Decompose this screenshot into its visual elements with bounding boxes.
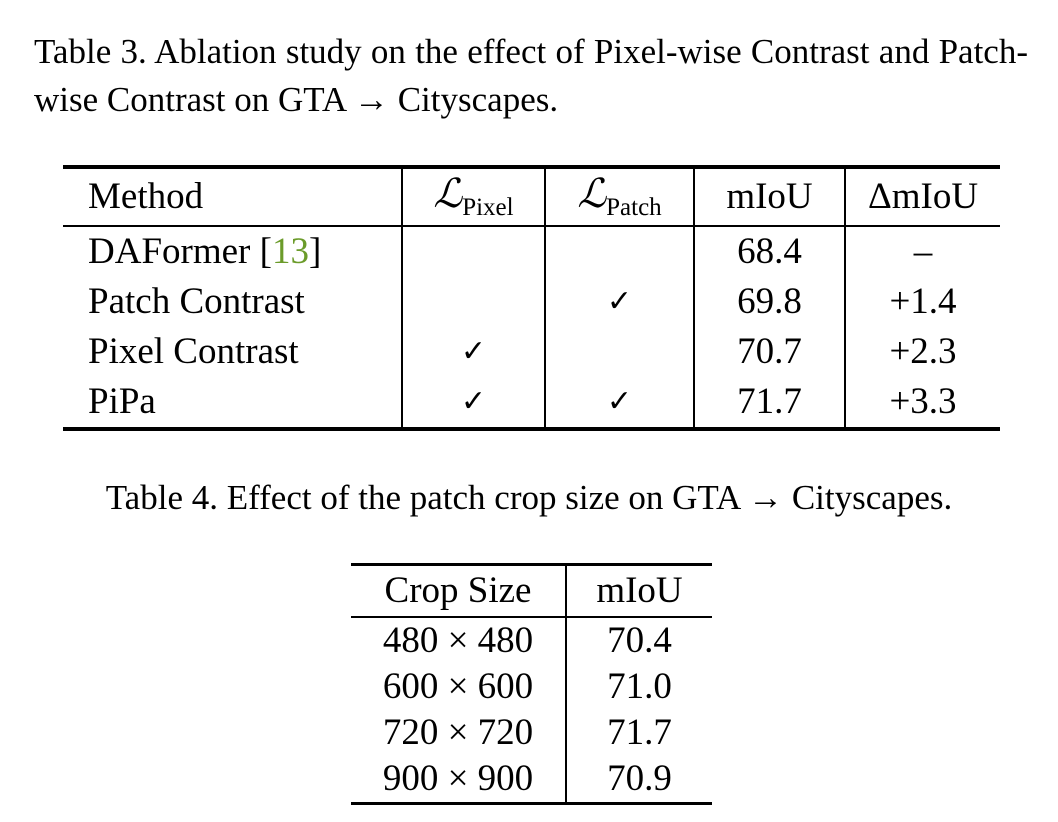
table-header-row bbox=[351, 565, 712, 618]
method-name: PiPa bbox=[88, 381, 156, 422]
crop-size-value: 900 × 900 bbox=[382, 758, 534, 799]
table-row bbox=[63, 226, 1000, 277]
table-header-row bbox=[63, 167, 1000, 226]
miou-value: 69.8 bbox=[694, 277, 845, 327]
table-row bbox=[351, 664, 712, 710]
delta-value: – bbox=[845, 226, 1000, 277]
pixel-check: ✓ bbox=[402, 327, 545, 377]
miou-value: 70.9 bbox=[566, 756, 712, 804]
miou-value: 68.4 bbox=[694, 226, 845, 277]
ablation-table bbox=[63, 165, 1000, 431]
miou-value: 71.7 bbox=[566, 710, 712, 756]
miou-value: 70.4 bbox=[566, 617, 712, 664]
method-name: DAFormer [ bbox=[88, 231, 272, 272]
delta-value: +1.4 bbox=[845, 277, 1000, 327]
citation-link[interactable]: 13 bbox=[271, 231, 309, 272]
crop-size-table bbox=[351, 563, 712, 805]
method-name: Pixel Contrast bbox=[88, 331, 299, 372]
crop-size-value: 720 × 720 bbox=[382, 712, 534, 753]
header-delta-miou: ΔmIoU bbox=[845, 167, 1000, 226]
table-row bbox=[63, 277, 1000, 327]
table-row bbox=[63, 377, 1000, 429]
pixel-check bbox=[402, 226, 545, 277]
loss-pixel-subscript: Pixel bbox=[462, 194, 514, 221]
crop-size-value: 600 × 600 bbox=[382, 666, 534, 707]
method-name: Patch Contrast bbox=[88, 281, 305, 322]
loss-symbol: ℒ bbox=[577, 171, 607, 216]
patch-check bbox=[545, 327, 694, 377]
delta-value: +2.3 bbox=[845, 327, 1000, 377]
header-miou: mIoU bbox=[566, 565, 712, 618]
table-4-caption: Table 4. Effect of the patch crop size on GTA → Cityscapes. bbox=[105, 478, 953, 517]
header-miou: mIoU bbox=[694, 167, 845, 226]
header-crop-size: Crop Size bbox=[351, 565, 566, 618]
header-method: Method bbox=[63, 167, 402, 226]
delta-value: +3.3 bbox=[845, 377, 1000, 429]
table-row bbox=[63, 327, 1000, 377]
miou-value: 71.7 bbox=[694, 377, 845, 429]
pixel-check: ✓ bbox=[402, 377, 545, 429]
method-cell bbox=[63, 226, 402, 277]
loss-patch-subscript: Patch bbox=[606, 194, 662, 221]
patch-check: ✓ bbox=[545, 377, 694, 429]
miou-value: 70.7 bbox=[694, 327, 845, 377]
table-row bbox=[351, 710, 712, 756]
crop-size-value: 480 × 480 bbox=[382, 620, 534, 661]
table-3-caption: Table 3. Ablation study on the effect of Pixel-wise Contrast and Patch-wise Contrast on GTA → Cityscapes. bbox=[34, 32, 1028, 119]
miou-value: 71.0 bbox=[566, 664, 712, 710]
table-row bbox=[351, 617, 712, 664]
citation-bracket: ] bbox=[308, 231, 322, 272]
patch-check: ✓ bbox=[545, 277, 694, 327]
header-loss-pixel bbox=[402, 167, 545, 226]
table-row bbox=[351, 756, 712, 804]
pixel-check bbox=[402, 277, 545, 327]
header-loss-patch bbox=[545, 167, 694, 226]
loss-symbol: ℒ bbox=[433, 171, 463, 216]
patch-check bbox=[545, 226, 694, 277]
